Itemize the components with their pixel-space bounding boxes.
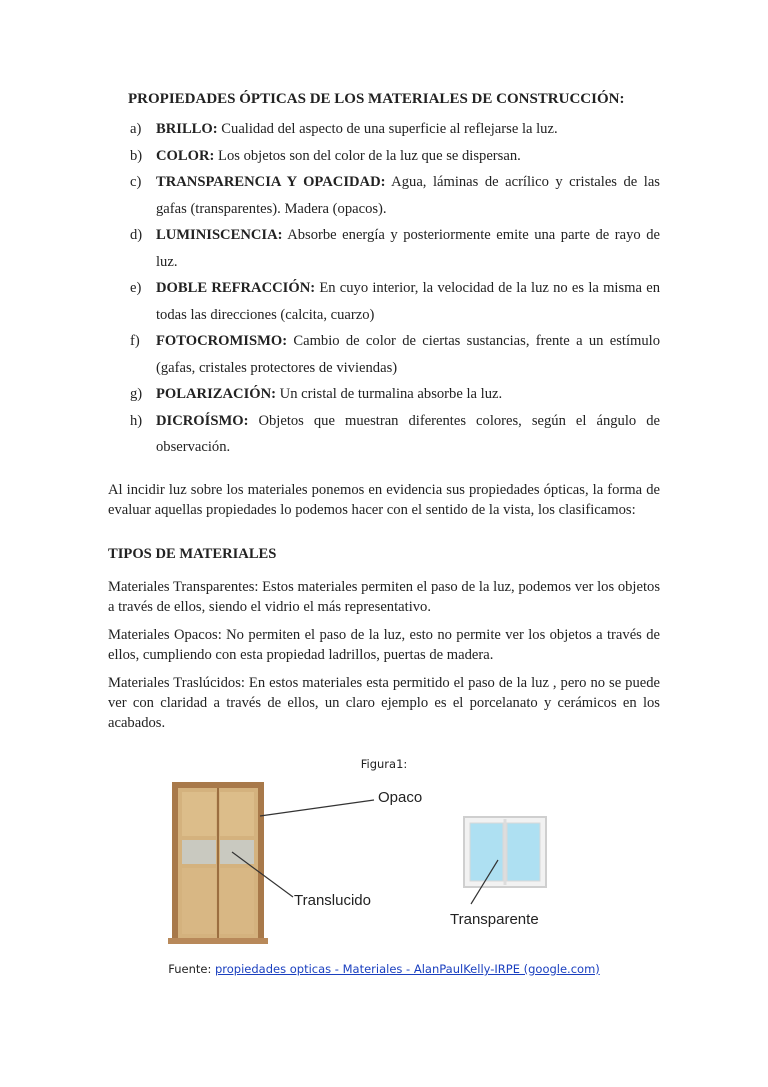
materials-figure <box>168 772 588 947</box>
figure-caption: Figura1: <box>360 757 408 771</box>
properties-list <box>108 116 660 461</box>
list-marker: d) <box>130 227 143 243</box>
list-marker: b) <box>130 147 143 164</box>
list-item <box>108 408 660 461</box>
label-transparente: Transparente <box>450 911 539 928</box>
property-term: FOTOCROMISMO: <box>156 333 288 349</box>
intro-paragraph: Al incidir luz sobre los materiales ponemos en evidencia sus propiedades ópticas, la forma de evaluar aquellas propiedades lo podemos hacer con el sentido de la vista, los clasificamos: <box>108 482 660 518</box>
label-opaco: Opaco <box>378 789 423 806</box>
list-item <box>108 275 660 328</box>
source-prefix: Fuente: <box>168 962 215 976</box>
list-marker: g) <box>130 386 143 402</box>
property-description: Un cristal de turmalina absorbe la luz. <box>276 386 503 402</box>
property-term: COLOR: <box>156 147 215 164</box>
property-description: Objetos que muestran diferentes colores, según el ángulo de observación. <box>156 412 660 455</box>
property-term: POLARIZACIÓN: <box>156 386 276 402</box>
list-marker: e) <box>130 280 142 296</box>
type-paragraph-opaque: Materiales Opacos: No permiten el paso de la luz, esto no permite ver los objetos a través de ellos, cumpliendo con esta propiedad ladrillos, puertas de madera. <box>108 627 660 663</box>
figure-source <box>0 962 768 976</box>
property-description: Cualidad del aspecto de una superficie al reflejarse la luz. <box>217 121 558 137</box>
property-description: Los objetos son del color de la luz que se dispersan. <box>214 147 521 164</box>
list-marker: a) <box>130 121 142 137</box>
type-paragraph-transparent: Materiales Transparentes: Estos materiales permiten el paso de la luz, podemos ver los objetos a través de ellos, siendo el vidrio el más representativo. <box>108 579 660 615</box>
list-marker: f) <box>130 333 140 349</box>
section-heading: TIPOS DE MATERIALES <box>108 546 277 562</box>
label-translucido: Translucido <box>294 892 371 909</box>
list-marker: h) <box>130 412 143 429</box>
property-term: BRILLO: <box>156 121 218 137</box>
property-description: En cuyo interior, la velocidad de la luz no es la misma en todas las direcciones (calcita, cuarzo) <box>156 280 660 323</box>
list-item <box>108 381 660 408</box>
list-marker: c) <box>130 174 142 190</box>
property-term: DICROÍSMO: <box>156 412 249 429</box>
property-term: TRANSPARENCIA Y OPACIDAD: <box>156 174 386 190</box>
list-item <box>108 143 660 170</box>
property-term: DOBLE REFRACCIÓN: <box>156 280 316 296</box>
list-item <box>108 169 660 222</box>
door-illustration <box>168 782 268 944</box>
window-illustration <box>464 817 546 887</box>
list-item <box>108 116 660 143</box>
page-title: PROPIEDADES ÓPTICAS DE LOS MATERIALES DE CONSTRUCCIÓN: <box>128 91 625 107</box>
source-link[interactable]: propiedades opticas - Materiales - AlanPaulKelly-IRPE (google.com) <box>215 962 600 976</box>
type-paragraph-translucent: Materiales Traslúcidos: En estos materiales esta permitido el paso de la luz , pero no se puede ver con claridad a través de ellos, un claro ejemplo es el porcelanato y cerámicos en los acabados. <box>108 675 660 731</box>
property-description: Cambio de color de ciertas sustancias, frente a un estímulo (gafas, cristales protectores de viviendas) <box>156 333 660 376</box>
list-item <box>108 328 660 381</box>
list-item <box>108 222 660 275</box>
property-description: Absorbe energía y posteriormente emite una parte de rayo de luz. <box>156 227 660 270</box>
property-description: Agua, láminas de acrílico y cristales de las gafas (transparentes). Madera (opacos). <box>156 174 660 217</box>
property-term: LUMINISCENCIA: <box>156 227 283 243</box>
